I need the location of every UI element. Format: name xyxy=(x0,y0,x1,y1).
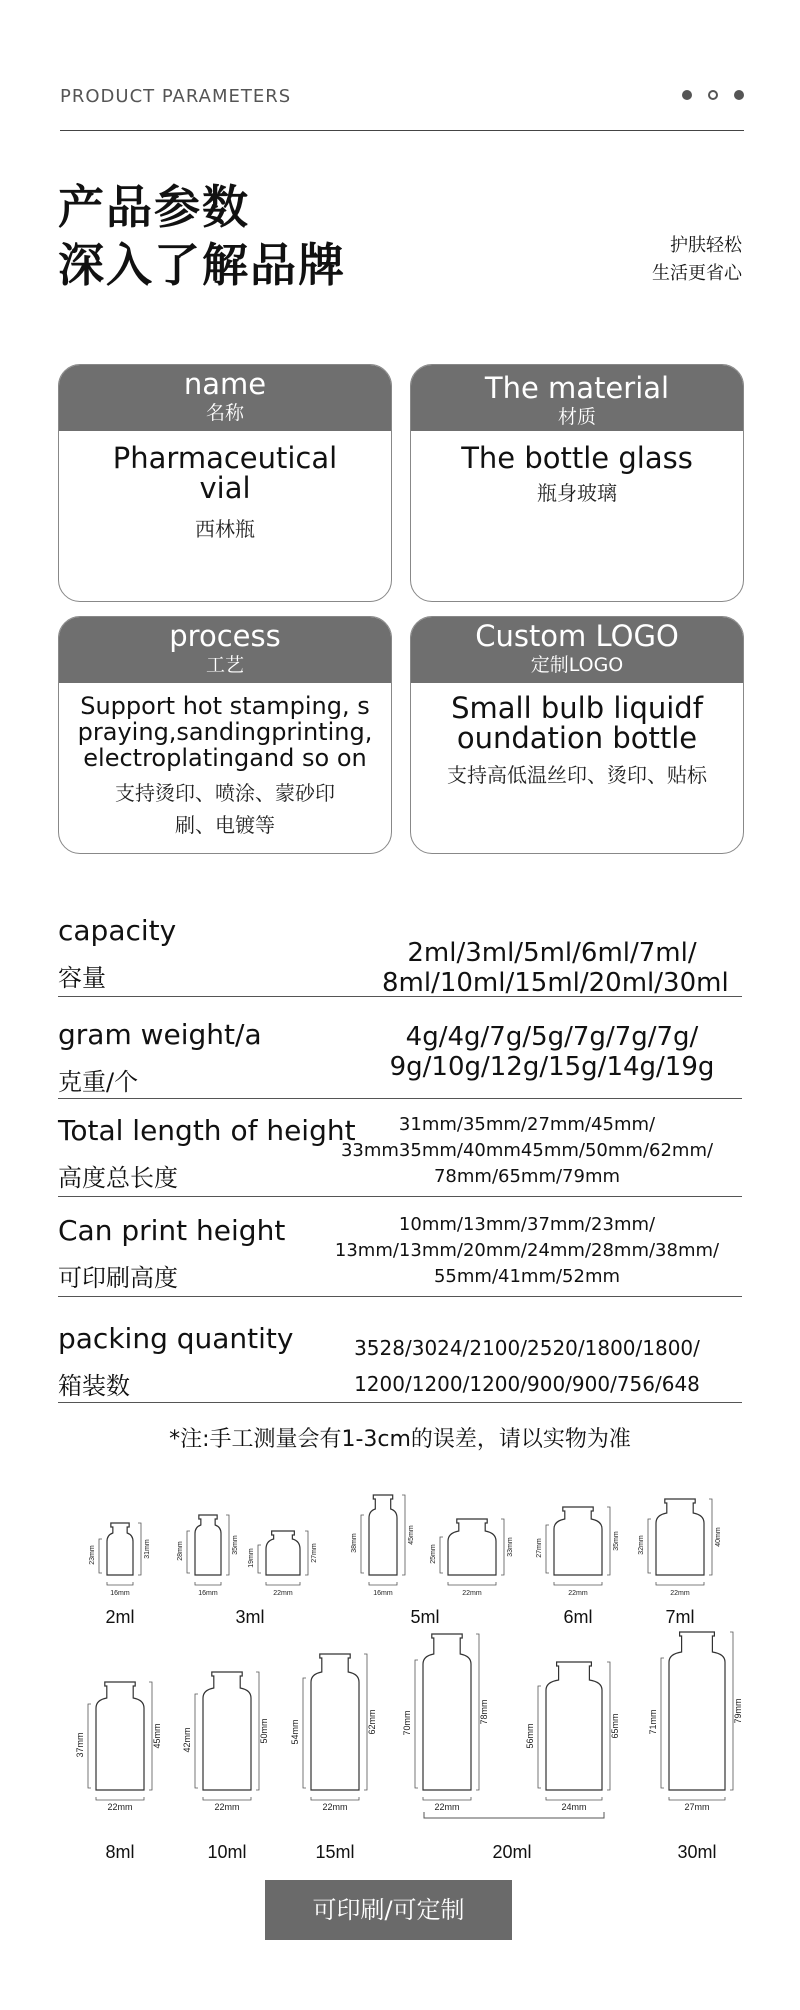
bottle-outline xyxy=(369,1495,397,1575)
pagination-dots xyxy=(682,90,744,100)
spec-value xyxy=(382,1022,722,1082)
width-bracket xyxy=(203,1797,251,1800)
spec-label-cn: 容量 xyxy=(58,964,106,992)
total-height-bracket xyxy=(402,1495,405,1575)
spec-value-line: 33mm35mm/40mm45mm/50mm/62mm/ xyxy=(340,1140,714,1161)
width-bracket xyxy=(96,1797,144,1800)
slogan-line-2: 生活更省心 xyxy=(652,263,742,284)
total-height-label: 31mm xyxy=(144,1539,151,1559)
total-height-label: 40mm xyxy=(715,1527,722,1547)
section-header-label: PRODUCT PARAMETERS xyxy=(60,86,292,107)
width-label: 22mm xyxy=(214,1802,240,1812)
total-height-label: 78mm xyxy=(479,1699,489,1725)
total-height-bracket xyxy=(607,1507,610,1575)
card-material xyxy=(410,364,744,602)
card-header-en: name xyxy=(183,367,267,401)
total-height-label: 79mm xyxy=(733,1698,743,1724)
total-height-label: 45mm xyxy=(152,1723,162,1749)
print-height-label: 23mm xyxy=(89,1545,96,1565)
print-height-bracket xyxy=(538,1686,541,1788)
print-height-bracket xyxy=(258,1545,261,1573)
bottle-outline xyxy=(203,1672,251,1790)
card-process xyxy=(58,616,392,854)
print-height-label: 32mm xyxy=(638,1535,645,1555)
bottle-outline xyxy=(195,1515,221,1575)
title-line-1: 产品参数 xyxy=(58,180,250,234)
slogan-line-1: 护肤轻松 xyxy=(670,235,742,256)
bottle-outline xyxy=(669,1632,725,1790)
width-label: 22mm xyxy=(107,1802,133,1812)
card-header-en: Custom LOGO xyxy=(475,619,679,653)
width-label: 24mm xyxy=(561,1802,587,1812)
print-height-bracket xyxy=(440,1537,443,1573)
spec-value xyxy=(332,1330,722,1402)
spec-label-cn: 箱装数 xyxy=(58,1372,130,1400)
card-header-en: process xyxy=(169,619,281,653)
width-bracket xyxy=(311,1797,359,1800)
print-height-label: 37mm xyxy=(75,1732,85,1758)
total-height-label: 35mm xyxy=(232,1535,239,1555)
width-label: 22mm xyxy=(568,1590,588,1597)
spec-value-line: 4g/4g/7g/5g/7g/7g/7g/ xyxy=(405,1022,699,1052)
width-bracket xyxy=(554,1582,602,1585)
capacity-label: 10ml xyxy=(207,1842,247,1862)
print-height-bracket xyxy=(195,1694,198,1788)
card-value-cn: 瓶身玻璃 xyxy=(537,481,617,505)
header-divider xyxy=(60,130,744,131)
spec-value-line: 9g/10g/12g/15g/14g/19g xyxy=(389,1052,715,1082)
width-bracket xyxy=(546,1797,602,1800)
spec-value xyxy=(382,938,729,998)
card-name xyxy=(58,364,392,602)
bottle-outline xyxy=(554,1507,602,1575)
spec-value xyxy=(332,1112,722,1190)
total-height-label: 27mm xyxy=(311,1543,318,1563)
spec-value-line: 10mm/13mm/37mm/23mm/ xyxy=(398,1214,656,1235)
card-value-cn: 西林瓶 xyxy=(195,517,255,541)
total-height-label: 33mm xyxy=(507,1537,514,1557)
dot-filled-icon xyxy=(682,90,692,100)
customizable-button[interactable]: 可印刷/可定制 xyxy=(265,1880,512,1940)
spec-row-capacity xyxy=(58,912,742,997)
card-custom-logo xyxy=(410,616,744,854)
spec-row-print-height xyxy=(58,1208,742,1297)
spec-row-total-height xyxy=(58,1110,742,1197)
width-label: 22mm xyxy=(273,1590,293,1597)
width-bracket xyxy=(423,1797,471,1800)
print-height-label: 19mm xyxy=(248,1548,255,1568)
bottle-outline xyxy=(423,1634,471,1790)
spec-label-en: gram weight/a xyxy=(58,1018,262,1051)
card-body xyxy=(411,683,743,791)
card-body xyxy=(59,683,391,841)
print-height-label: 70mm xyxy=(402,1710,412,1736)
print-height-label: 28mm xyxy=(177,1541,184,1561)
print-height-label: 38mm xyxy=(351,1533,358,1553)
title-line-2: 深入了解品牌 xyxy=(58,238,346,292)
print-height-bracket xyxy=(361,1515,364,1573)
page-title xyxy=(58,178,346,294)
total-height-bracket xyxy=(501,1519,504,1575)
bottle-outline xyxy=(311,1654,359,1790)
width-label: 22mm xyxy=(462,1590,482,1597)
card-header-en: The material xyxy=(484,371,670,405)
bottle-outline xyxy=(546,1662,602,1790)
print-height-label: 27mm xyxy=(536,1538,543,1558)
spec-label-en: packing quantity xyxy=(58,1322,294,1355)
card-header xyxy=(411,365,743,431)
bottle-outline xyxy=(266,1531,300,1575)
spec-label-cn: 高度总长度 xyxy=(58,1164,178,1192)
width-label: 22mm xyxy=(322,1802,348,1812)
spec-value-line: 3528/3024/2100/2520/1800/1800/ xyxy=(354,1336,700,1360)
bottle-outline xyxy=(96,1682,144,1790)
width-label: 22mm xyxy=(670,1590,690,1597)
print-height-label: 25mm xyxy=(430,1544,437,1564)
width-bracket xyxy=(669,1797,725,1800)
card-value-en: Pharmaceutical vial xyxy=(112,441,338,505)
card-header xyxy=(59,617,391,683)
card-value-en: Small bulb liquidfoundation bottle xyxy=(451,691,703,755)
spec-row-gram-weight xyxy=(58,1008,742,1099)
total-height-bracket xyxy=(305,1531,308,1575)
width-bracket xyxy=(369,1582,397,1585)
print-height-bracket xyxy=(648,1519,651,1573)
card-header-cn: 名称 xyxy=(205,402,244,424)
spec-value xyxy=(332,1212,722,1290)
print-height-bracket xyxy=(661,1658,664,1788)
width-label: 16mm xyxy=(198,1590,218,1597)
total-height-bracket xyxy=(226,1515,229,1575)
spec-label-en: capacity xyxy=(58,914,177,947)
width-bracket xyxy=(448,1582,496,1585)
width-bracket xyxy=(656,1582,704,1585)
print-height-bracket xyxy=(187,1531,190,1573)
spec-value-line: 13mm/13mm/20mm/24mm/28mm/38mm/ xyxy=(334,1240,720,1261)
width-label: 16mm xyxy=(110,1590,130,1597)
capacity-label: 5ml xyxy=(410,1607,440,1627)
bottle-size-diagram xyxy=(0,1460,800,1865)
total-height-label: 62mm xyxy=(367,1709,377,1735)
spec-value-line: 31mm/35mm/27mm/45mm/ xyxy=(398,1114,656,1135)
capacity-label: 6ml xyxy=(563,1607,593,1627)
print-height-label: 56mm xyxy=(525,1723,535,1749)
bottle-outline xyxy=(656,1499,704,1575)
width-label: 27mm xyxy=(684,1802,710,1812)
capacity-label: 20ml xyxy=(492,1842,532,1862)
spec-label-cn: 可印刷高度 xyxy=(58,1264,178,1292)
capacity-label: 30ml xyxy=(677,1842,717,1862)
capacity-label: 3ml xyxy=(235,1607,265,1627)
card-header-cn: 定制LOGO xyxy=(530,654,624,676)
card-value-en: The bottle glass xyxy=(461,441,693,475)
card-header xyxy=(59,365,391,431)
capacity-label: 7ml xyxy=(665,1607,695,1627)
total-height-bracket xyxy=(709,1499,712,1575)
print-height-bracket xyxy=(99,1539,102,1573)
spec-label-cn: 克重/个 xyxy=(58,1068,139,1096)
card-body xyxy=(59,431,391,545)
card-value-cn: 支持高低温丝印、烫印、贴标 xyxy=(447,763,707,787)
spec-row-packing xyxy=(58,1316,742,1403)
spec-value-line: 8ml/10ml/15ml/20ml/30ml xyxy=(382,968,729,998)
spec-value-line: 55mm/41mm/52mm xyxy=(433,1266,621,1287)
capacity-label: 15ml xyxy=(315,1842,355,1862)
print-height-label: 71mm xyxy=(648,1709,658,1735)
print-height-bracket xyxy=(546,1525,549,1573)
capacity-label: 2ml xyxy=(105,1607,135,1627)
total-height-label: 65mm xyxy=(610,1713,620,1739)
card-header-cn: 工艺 xyxy=(205,654,244,676)
width-bracket xyxy=(107,1582,133,1585)
print-height-label: 54mm xyxy=(290,1719,300,1745)
total-height-label: 45mm xyxy=(408,1525,415,1545)
spec-label-en: Can print height xyxy=(58,1214,286,1247)
bottle-outline xyxy=(448,1519,496,1575)
spec-value-line: 78mm/65mm/79mm xyxy=(433,1166,621,1187)
width-label: 22mm xyxy=(434,1802,460,1812)
dot-filled-icon xyxy=(734,90,744,100)
capacity-label: 8ml xyxy=(105,1842,135,1862)
print-height-bracket xyxy=(415,1660,418,1788)
print-height-bracket xyxy=(303,1678,306,1788)
card-header xyxy=(411,617,743,683)
print-height-bracket xyxy=(88,1704,91,1788)
card-body xyxy=(411,431,743,509)
card-value-en: Support hot stamping, spraying,sandingprinting,electroplatingand so on xyxy=(77,692,373,772)
width-bracket xyxy=(195,1582,221,1585)
width-label: 16mm xyxy=(373,1590,393,1597)
total-height-label: 35mm xyxy=(613,1531,620,1551)
measurement-note: *注:手工测量会有1-3cm的误差，请以实物为准 xyxy=(169,1427,631,1452)
group-bracket-20ml xyxy=(424,1812,604,1818)
total-height-label: 50mm xyxy=(259,1718,269,1744)
card-header-cn: 材质 xyxy=(557,406,596,428)
card-value-cn: 支持烫印、喷涂、蒙砂印刷、电镀等 xyxy=(115,781,335,837)
spec-value-line: 2ml/3ml/5ml/6ml/7ml/ xyxy=(407,938,697,968)
total-height-bracket xyxy=(138,1523,141,1575)
slogan xyxy=(652,232,742,288)
bottle-outline xyxy=(107,1523,133,1575)
spec-value-line: 1200/1200/1200/900/900/756/648 xyxy=(354,1372,700,1396)
print-height-label: 42mm xyxy=(182,1727,192,1753)
width-bracket xyxy=(266,1582,300,1585)
dot-hollow-icon xyxy=(708,90,718,100)
spec-label-en: Total length of height xyxy=(58,1114,356,1147)
